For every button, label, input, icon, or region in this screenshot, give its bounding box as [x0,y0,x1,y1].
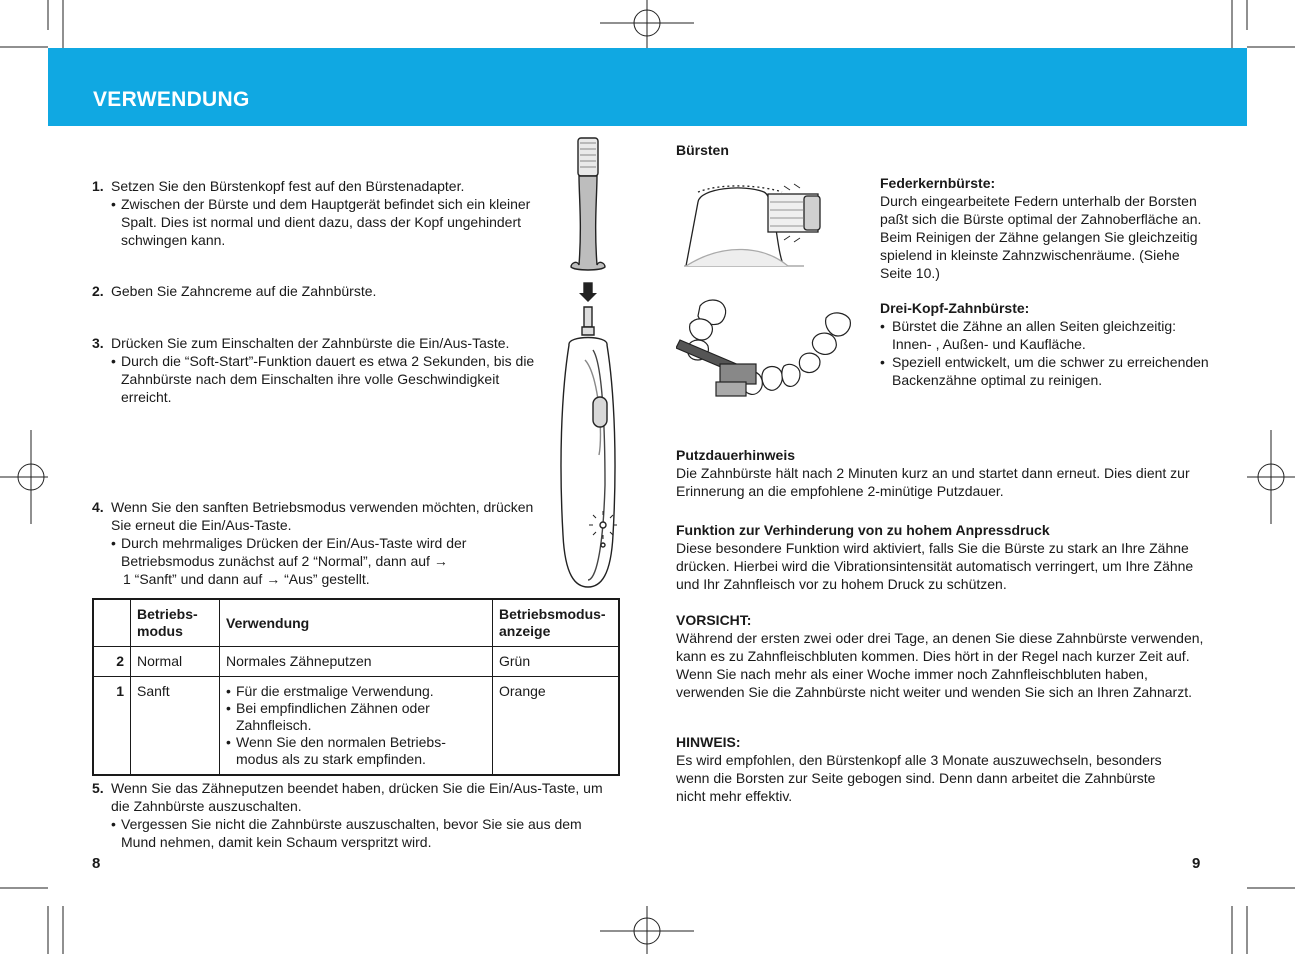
step-number: 4. [92,499,104,515]
pressure-section [676,521,1206,593]
section-title: Funktion zur Verhinderung von zu hohem Anpressdruck [676,522,1050,538]
step-bullet-cont: 1 “Sanft” und dann auf → “Aus” gestellt. [123,571,370,587]
step-bullet: Durch die “Soft-Start”-Funktion dauert es etwa 2 Sekunden, bis die Zahnbürste nach dem Einschalten ihre volle Geschwindigkeit erreicht. [121,353,535,405]
step-bullet: Vergessen Sie nicht die Zahnbürste auszuschalten, bevor Sie sie aus dem Mund nehmen, damit kein Schaum verspritzt wird. [121,816,582,850]
step-1: 1. Setzen Sie den Bürstenkopf fest auf den Bürstenadapter. • Zwischen der Bürste und dem Hauptgerät befindet sich ein kleiner Spalt. Dies ist normal und dient dazu, dass der Kopf ungehindert schwingen kann. [92,177,542,249]
table-header: Verwendung [220,599,493,647]
usage-item: Bei empfindlichen Zähnen oder Zahnfleisch. [236,700,430,733]
tri-head-brush-illustration [676,290,866,410]
page-title: VERWENDUNG [93,88,250,111]
section-text: Es wird empfohlen, den Bürstenkopf alle 3 Monate auszuwechseln, besonders wenn die Borsten zur Seite gebogen sind. Denn dann arbeitet die Zahnbürste nicht mehr effektiv. [676,752,1162,804]
note-section [676,733,1176,805]
step-number: 3. [92,335,104,351]
step-text: Setzen Sie den Bürstenkopf fest auf den Bürstenadapter. [111,178,465,194]
page-number-right: 9 [1192,855,1201,872]
table-cell: Orange [493,677,620,776]
step-4: 4. Wenn Sie den sanften Betriebsmodus verwenden möchten, drücken Sie erneut die Ein/Aus-Taste. • Durch mehrmaliges Drücken der Ein/Aus-Taste wird der Betriebsmodus zunächst auf 2 “Normal”, dann auf → 1 “Sanft” und dann auf → “Aus” gestellt. [92,498,542,588]
section-title: Federkernbürste: [880,175,996,191]
spring-brush-section [880,174,1210,282]
section-title: Putzdauerhinweis [676,447,796,463]
usage-item: Für die erstmalige Verwendung. [236,683,434,699]
section-text: Diese besondere Funktion wird aktiviert, falls Sie die Bürste zu stark an Ihre Zähne drücken. Hierbei wird die Vibrationsintensität automatisch verringert, um Ihre Zähne und Ihr Zahnfleisch vor zu hohem Druck zu schützen. [676,540,1194,592]
step-3: 3. Drücken Sie zum Einschalten der Zahnbürste die Ein/Aus-Taste. • Durch die “Soft-Start”-Funktion dauert es etwa 2 Sekunden, bis die Zahnbürste nach dem Einschalten ihre volle Geschwindigkeit erreicht. [92,334,542,406]
usage-item: Wenn Sie den normalen Betriebs- modus als zu stark empfinden. [236,734,446,767]
section-text: Während der ersten zwei oder drei Tage, an denen Sie diese Zahnbürste verwenden, kann es zu Zahnfleischbluten kommen. Dies hört in der Regel nach kurzer Zeit auf. Wenn Sie nach mehr als einer Woche immer noch Zahnfleischbluten haben, verwenden Sie die Zahnbürste nicht weiter und wenden Sie sich an Ihren Zahnarzt. [676,630,1204,700]
page-number-left: 8 [92,855,101,872]
step-text: Geben Sie Zahncreme auf die Zahnbürste. [111,283,377,299]
table-cell: Normales Zähneputzen [220,647,493,677]
step-bullet: Zwischen der Bürste und dem Hauptgerät befindet sich ein kleiner Spalt. Dies ist normal und dient dazu, dass der Kopf ungehindert schwingen kann. [121,196,531,248]
section-bullet: Bürstet die Zähne an allen Seiten gleichzeitig: Innen- , Außen- und Kaufläche. [892,318,1177,352]
table-header: Betriebs- modus [131,599,220,647]
toothbrush-illustration [555,135,625,595]
step-number: 1. [92,178,104,194]
step-text: Wenn Sie den sanften Betriebsmodus verwenden möchten, drücken Sie erneut die Ein/Aus-Taste. [111,499,534,533]
section-text: Die Zahnbürste hält nach 2 Minuten kurz an und startet dann erneut. Dies dient zur Erinnerung an die empfohlene 2-minütige Putzdauer. [676,465,1190,499]
section-title: Drei-Kopf-Zahnbürste: [880,300,1030,316]
step-text: Drücken Sie zum Einschalten der Zahnbürste die Ein/Aus-Taste. [111,335,510,351]
section-title: HINWEIS: [676,734,741,750]
mode-table-wrap [92,598,620,776]
table-cell: 1 [93,677,131,776]
tri-brush-section: Drei-Kopf-Zahnbürste: • Bürstet die Zähne an allen Seiten gleichzeitig: Innen- , Außen- und Kaufläche. • Speziell entwickelt, um die schwer zu erreichenden Backenzähne optimal zu reinigen. [880,300,1209,388]
section-text: Durch eingearbeitete Federn unterhalb der Borsten paßt sich die Bürste optimal der Zahnoberfläche an. Beim Reinigen der Zähne gelangen Sie gleichzeitig spielend in kleinste Zahnzwischenräume. (Siehe Seite 10.) [880,193,1202,281]
table-header [93,599,131,647]
header-banner [48,48,1247,126]
step-number: 2. [92,283,104,299]
table-cell: Sanft [131,677,220,776]
table-row [93,647,619,677]
step-5: 5. Wenn Sie das Zähneputzen beendet haben, drücken Sie die Ein/Aus-Taste, um die Zahnbürste auszuschalten. • Vergessen Sie nicht die Zahnbürste auszuschalten, bevor Sie sie aus dem Mund nehmen, damit kein Schaum verspritzt wird. [92,779,612,851]
table-cell: Grün [493,647,620,677]
table-cell: Normal [131,647,220,677]
caution-section [676,611,1206,701]
spring-brush-illustration [684,182,824,270]
table-header: Betriebsmodus- anzeige [493,599,620,647]
step-number: 5. [92,780,104,796]
timer-section [676,446,1206,500]
mode-table [92,598,620,776]
table-cell: • Für die erstmalige Verwendung. • Bei empfindlichen Zähnen oder Zahnfleisch. • Wenn Sie den normalen Betriebs- modus als zu stark empfinden. [220,677,493,776]
table-row [93,677,619,776]
section-title: VORSICHT: [676,612,752,628]
step-bullet: Durch mehrmaliges Drücken der Ein/Aus-Taste wird der Betriebsmodus zunächst auf 2 “Normal”, dann auf → [121,535,467,569]
brushes-heading: Bürsten [676,142,729,158]
step-text: Wenn Sie das Zähneputzen beendet haben, drücken Sie die Ein/Aus-Taste, um die Zahnbürste auszuschalten. [111,780,603,814]
table-cell: 2 [93,647,131,677]
section-bullet: Speziell entwickelt, um die schwer zu erreichenden Backenzähne optimal zu reinigen. [892,354,1209,388]
step-2 [92,282,542,300]
